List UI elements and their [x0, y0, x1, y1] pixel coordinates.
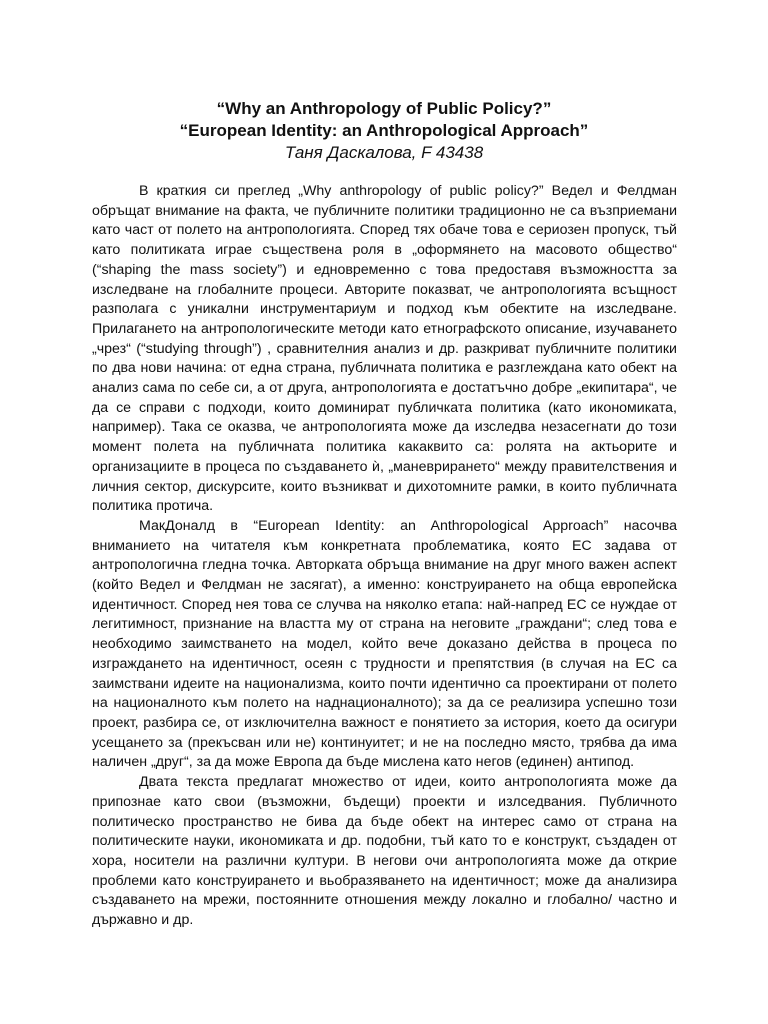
body-paragraph-1: В краткия си преглед „Why anthropology of public policy?” Ведел и Фелдман обръщат внимание на факта, че публичните политики традиционно не са възприемани като част от полето на антропологията. Според тях обаче това е сериозен пропуск, тъй като политиката играе съществена роля в „оформянето на масовото общество“ (“shaping the mass society”) и едновременно с това предоставя възможността за изследване на глобалните процеси. Авторите показват, че антропологията всъщност разполага с уникални инструментариум и подход към обектите на изследване. Прилагането на антропологическите методи като етнографското описание, изучаването „чрез“ (“studying through”) , сравнителния анализ и др. разкриват публичните политики по два нови начина: от една страна, публичната политика е разглеждана като обект на анализ сама по себе си, а от друга, антропологията е достатъчно добре „екипитара“, че да се справи с подходи, които доминират публичката политика (като икономиката, например). Така се оказва, че антропологията може да изследва незасегнати до този момент полета на публичната политика какаквито са: ролята на актьорите и организациите в процеса по създаването ѝ, „маневрирането“ между правителствения и личния сектор, дискурсите, които възникват и дихотомните рамки, в които публичната политика протича. — [92, 183, 677, 515]
document-title-line-2: “European Identity: an Anthropological Approach” — [179, 121, 589, 140]
document-header — [0, 98, 768, 164]
body-paragraph-3: Двата текста предлагат множество от идеи, които антропологията може да припознае като свои (възможни, бъдещи) проекти и излседвания. Публичното политическо пространство не бива да бъде обект на интерес само от страна на политическите науки, икономиката и др. подобни, тъй като то е конструкт, създаден от хора, носители на различни култури. В негови очи антропологията може да открие проблеми като конструирането и вьобразяването на идентичност; може да анализира създаването на мрежи, постоянните отношения между локално и глобално/ частно и държавно и др. — [92, 774, 677, 929]
body-paragraph-2: МакДоналд в “European Identity: an Anthropological Approach” насочва вниманието на читателя към конкретната проблематика, която ЕС задава от антропологична гледна точка. Авторката обръща внимание на друг много важен аспект (който Ведел и Фелдман не засягат), а именно: конструирането на обща европейска идентичност. Според нея това се случва на няколко етапа: най-напред ЕС се нуждае от легитимност, признание на властта му от страна на неговите „граждани“; след това е необходимо заимстването на модел, който вече доказано действа в процеса по изграждането на идентичност, осеян с трудности и препятствия (в случая на ЕС са заимствани идеите на национализма, които почти идентично са проектирани от полето на националното към полето на наднационалното); за да се реализира успешно този проект, разбира се, от изключителна важност е понятието за история, което да осигури усещането за (прекъсван или не) континуитет; и не на последно място, трябва да има наличен „друг“, за да може Европа да бъде мислена като негов (единен) антипод. — [92, 517, 677, 771]
document-body — [92, 182, 677, 931]
document-author: Таня Даскалова, F 43438 — [284, 143, 484, 162]
document-title-line-1: “Why an Anthropology of Public Policy?” — [216, 99, 552, 118]
